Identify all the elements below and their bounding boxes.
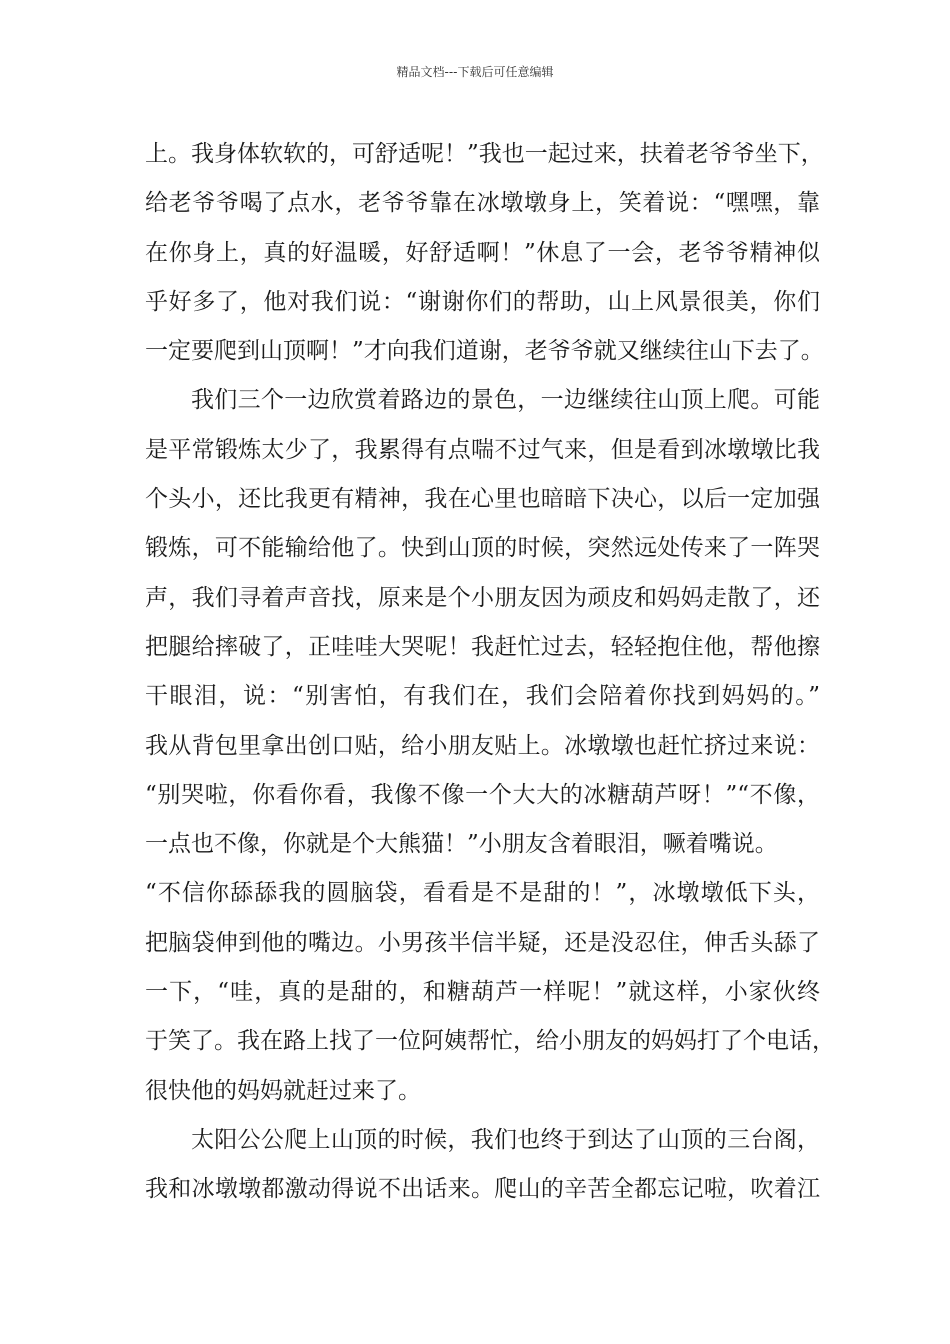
text-line: 于笑了。我在路上找了一位阿姨帮忙，给小朋友的妈妈打了个电话， — [145, 1028, 835, 1055]
text-line: 上。我身体软软的，可舒适呢！”我也一起过来，扶着老爷爷坐下， — [145, 141, 824, 167]
text-line: 把腿给摔破了，正哇哇大哭呢！我赶忙过去，轻轻抱住他，帮他擦 — [145, 633, 820, 660]
text-line: 一下，“哇，真的是甜的，和糖葫芦一样呢！”就这样，小家伙终 — [145, 979, 820, 1006]
text-line: 我从背包里拿出创口贴，给小朋友贴上。冰墩墩也赶忙挤过来说： — [145, 732, 820, 759]
text-line: 声，我们寻着声音找，原来是个小朋友因为顽皮和妈妈走散了，还 — [145, 584, 820, 611]
text-line: “不信你舔舔我的圆脑袋，看看是不是甜的！”，冰墩墩低下头， — [145, 880, 820, 907]
text-line: 在你身上，真的好温暖，好舒适啊！”休息了一会，老爷爷精神似 — [145, 239, 820, 266]
text-line: 一定要爬到山顶啊！”才向我们道谢，老爷爷就又继续往山下去了。 — [145, 338, 824, 365]
text-line: 一点也不像，你就是个大熊猫！”小朋友含着眼泪，噘着嘴说。 — [145, 831, 778, 858]
text-line: “别哭啦，你看你看，我像不像一个大大的冰糖葫芦呀！”“不像， — [145, 781, 820, 808]
paragraph-end-line: 很快他的妈妈就赶过来了。 — [145, 1077, 421, 1104]
text-line: 锻炼，可不能输给他了。快到山顶的时候，突然远处传来了一阵哭 — [145, 535, 820, 562]
paragraph-start-line: 我们三个一边欣赏着路边的景色，一边继续往山顶上爬。可能 — [191, 387, 820, 414]
text-line: 个头小，还比我更有精神，我在心里也暗暗下决心，以后一定加强 — [145, 486, 820, 513]
text-line: 是平常锻炼太少了，我累得有点喘不过气来，但是看到冰墩墩比我 — [145, 436, 820, 463]
text-line: 把脑袋伸到他的嘴边。小男孩半信半疑，还是没忍住，伸舌头舔了 — [145, 929, 820, 956]
paragraph-start-line: 太阳公公爬上山顶的时候，我们也终于到达了山顶的三台阁， — [191, 1126, 820, 1153]
document-body — [145, 130, 835, 1215]
text-line: 给老爷爷喝了点水，老爷爷靠在冰墩墩身上，笑着说：“嘿嘿，靠 — [145, 190, 820, 217]
page-header: 精品文档---下载后可任意编辑 — [396, 65, 554, 79]
text-line: 乎好多了，他对我们说：“谢谢你们的帮助，山上风景很美，你们 — [145, 288, 820, 315]
text-line: 干眼泪，说：“别害怕，有我们在，我们会陪着你找到妈妈的。” — [145, 683, 820, 710]
text-line: 我和冰墩墩都激动得说不出话来。爬山的辛苦全都忘记啦，吹着江 — [145, 1176, 820, 1203]
